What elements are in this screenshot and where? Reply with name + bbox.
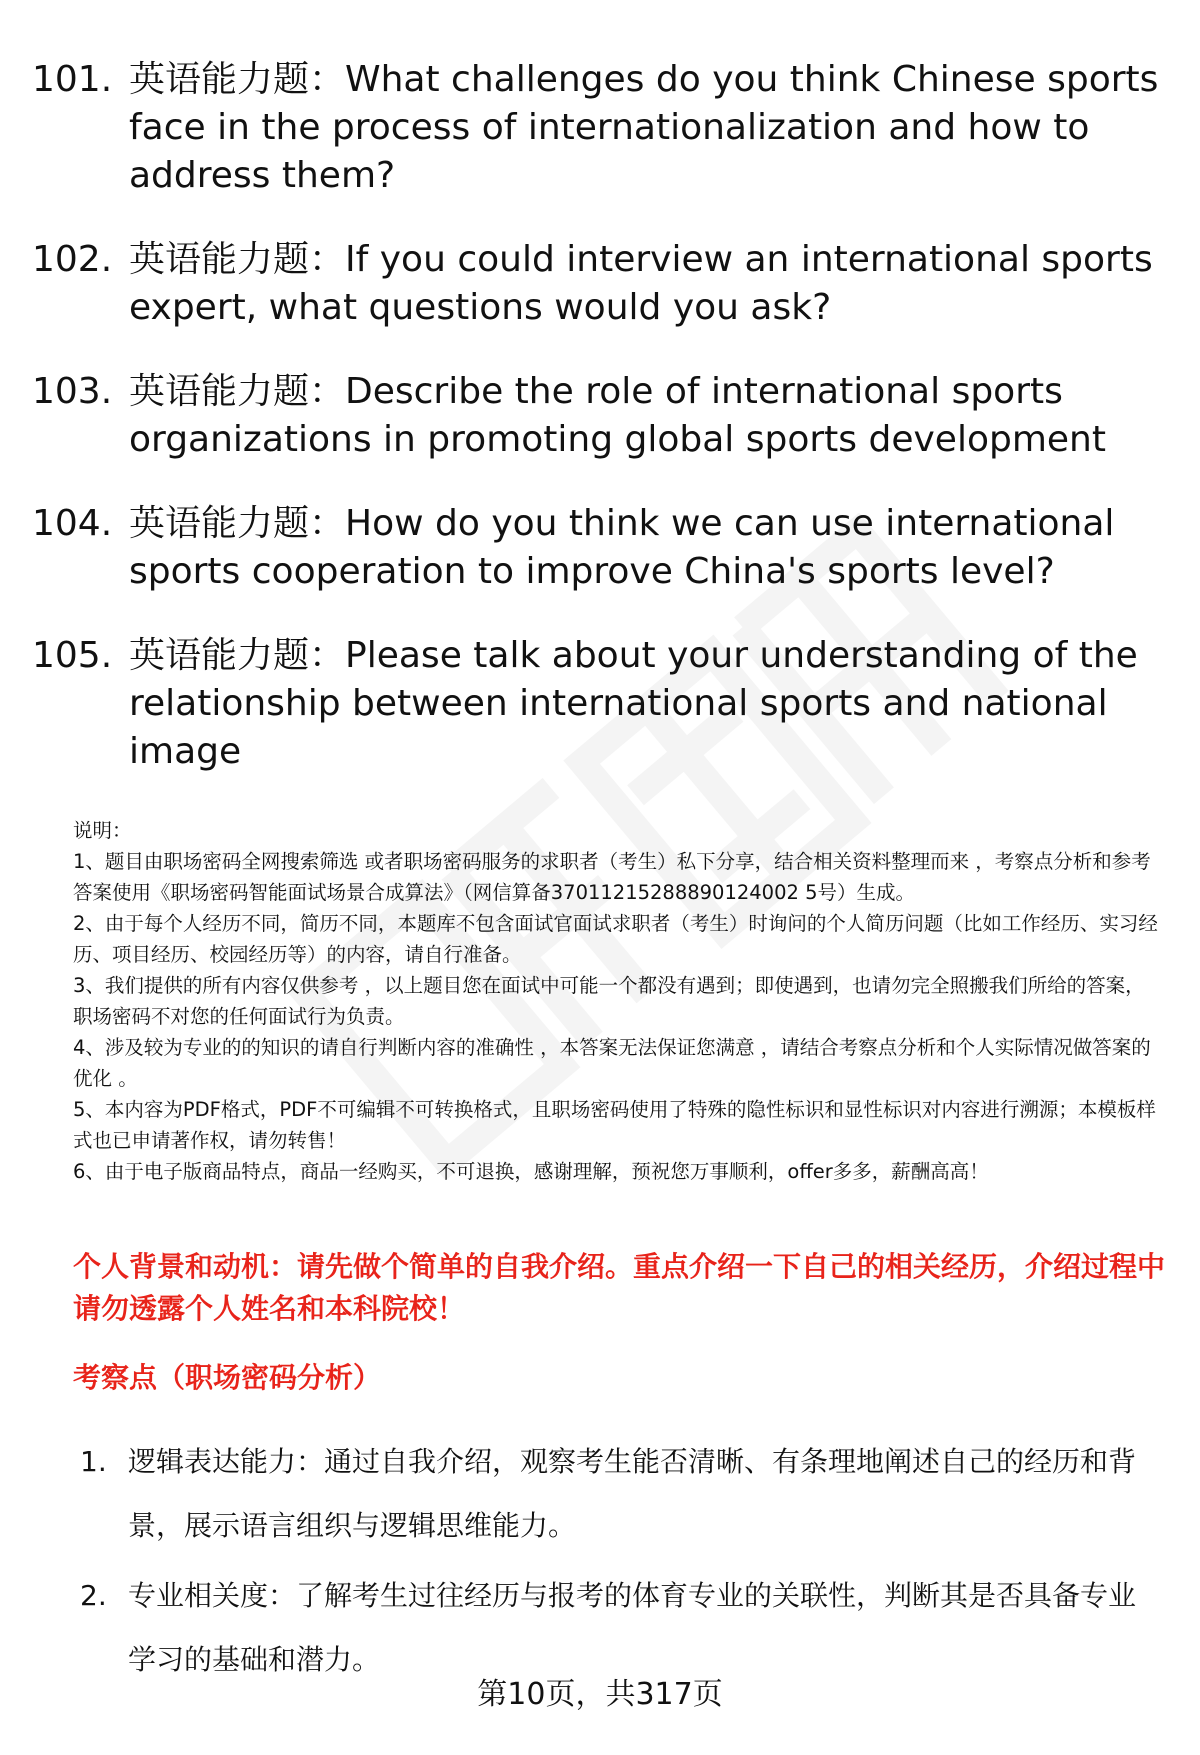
note-item: 6、由于电子版商品特点，商品一经购买，不可退换，感谢理解，预祝您万事顺利，offer多多，薪酬高高！ [73, 1160, 989, 1183]
note-item: 1、题目由职场密码全网搜索筛选 或者职场密码服务的求职者（考生）私下分享，结合相关资料整理而来 ，考察点分析和参考答案使用《职场密码智能面试场景合成算法》（网信算备37011215288890124002 5号）生成。 [73, 850, 1151, 904]
question-item [32, 632, 1172, 776]
analysis-item [80, 1564, 1160, 1692]
notes-section [73, 815, 1161, 1187]
question-text [129, 368, 1172, 464]
analysis-text: 逻辑表达能力：通过自我介绍，观察考生能否清晰、有条理地阐述自己的经历和背景，展示语言组织与逻辑思维能力。 [128, 1445, 1137, 1542]
question-prefix: 英语能力题： [129, 239, 346, 280]
question-number: 105. [32, 635, 113, 676]
question-body: If you could interview an international sports expert, what questions would you ask? [129, 239, 1153, 328]
analysis-number: 1. [80, 1445, 107, 1478]
question-item [32, 236, 1172, 332]
question-list [32, 56, 1172, 812]
question-text [129, 500, 1172, 596]
question-text [129, 56, 1172, 200]
question-prefix: 英语能力题： [129, 59, 346, 100]
note-item: 4、涉及较为专业的的知识的请自行判断内容的准确性 ，本答案无法保证您满意 ，请结合考察点分析和个人实际情况做答案的优化 。 [73, 1036, 1151, 1090]
note-item: 3、我们提供的所有内容仅供参考 ，以上题目您在面试中可能一个都没有遇到；即使遇到，也请勿完全照搬我们所给的答案，职场密码不对您的任何面试行为负责。 [73, 974, 1145, 1028]
question-body: Please talk about your understanding of the relationship between international sports and national image [129, 635, 1138, 772]
section-heading: 个人背景和动机：请先做个简单的自我介绍。重点介绍一下自己的相关经历，介绍过程中请勿透露个人姓名和本科院校！ [73, 1250, 1166, 1325]
note-item: 2、由于每个人经历不同，简历不同，本题库不包含面试官面试求职者（考生）时询问的个人简历问题（比如工作经历、实习经历、项目经历、校园经历等）的内容，请自行准备。 [73, 912, 1158, 966]
question-number: 101. [32, 59, 113, 100]
question-text [129, 236, 1172, 332]
analysis-number: 2. [80, 1579, 107, 1612]
analysis-item [80, 1430, 1160, 1558]
question-number: 104. [32, 503, 113, 544]
question-item [32, 56, 1172, 200]
notes-title: 说明： [73, 819, 132, 842]
question-number: 103. [32, 371, 113, 412]
question-body: Describe the role of international sports organizations in promoting global sports development [129, 371, 1106, 460]
question-prefix: 英语能力题： [129, 503, 346, 544]
page-number: 第10页，共317页 [477, 1677, 723, 1712]
analysis-list [80, 1430, 1160, 1698]
question-prefix: 英语能力题： [129, 635, 346, 676]
note-item: 5、本内容为PDF格式，PDF不可编辑不可转换格式，且职场密码使用了特殊的隐性标识和显性标识对内容进行溯源；本模板样式也已申请著作权，请勿转售！ [73, 1098, 1156, 1152]
analysis-text: 专业相关度：了解考生过往经历与报考的体育专业的关联性，判断其是否具备专业学习的基础和潜力。 [128, 1579, 1137, 1676]
question-prefix: 英语能力题： [129, 371, 346, 412]
question-body: How do you think we can use international sports cooperation to improve China's sports level? [129, 503, 1115, 592]
question-body: What challenges do you think Chinese sports face in the process of internationalization and how to address them? [129, 59, 1159, 196]
question-number: 102. [32, 239, 113, 280]
question-text [129, 632, 1172, 776]
question-item [32, 368, 1172, 464]
analysis-heading: 考察点（职场密码分析） [73, 1361, 382, 1394]
question-item [32, 500, 1172, 596]
